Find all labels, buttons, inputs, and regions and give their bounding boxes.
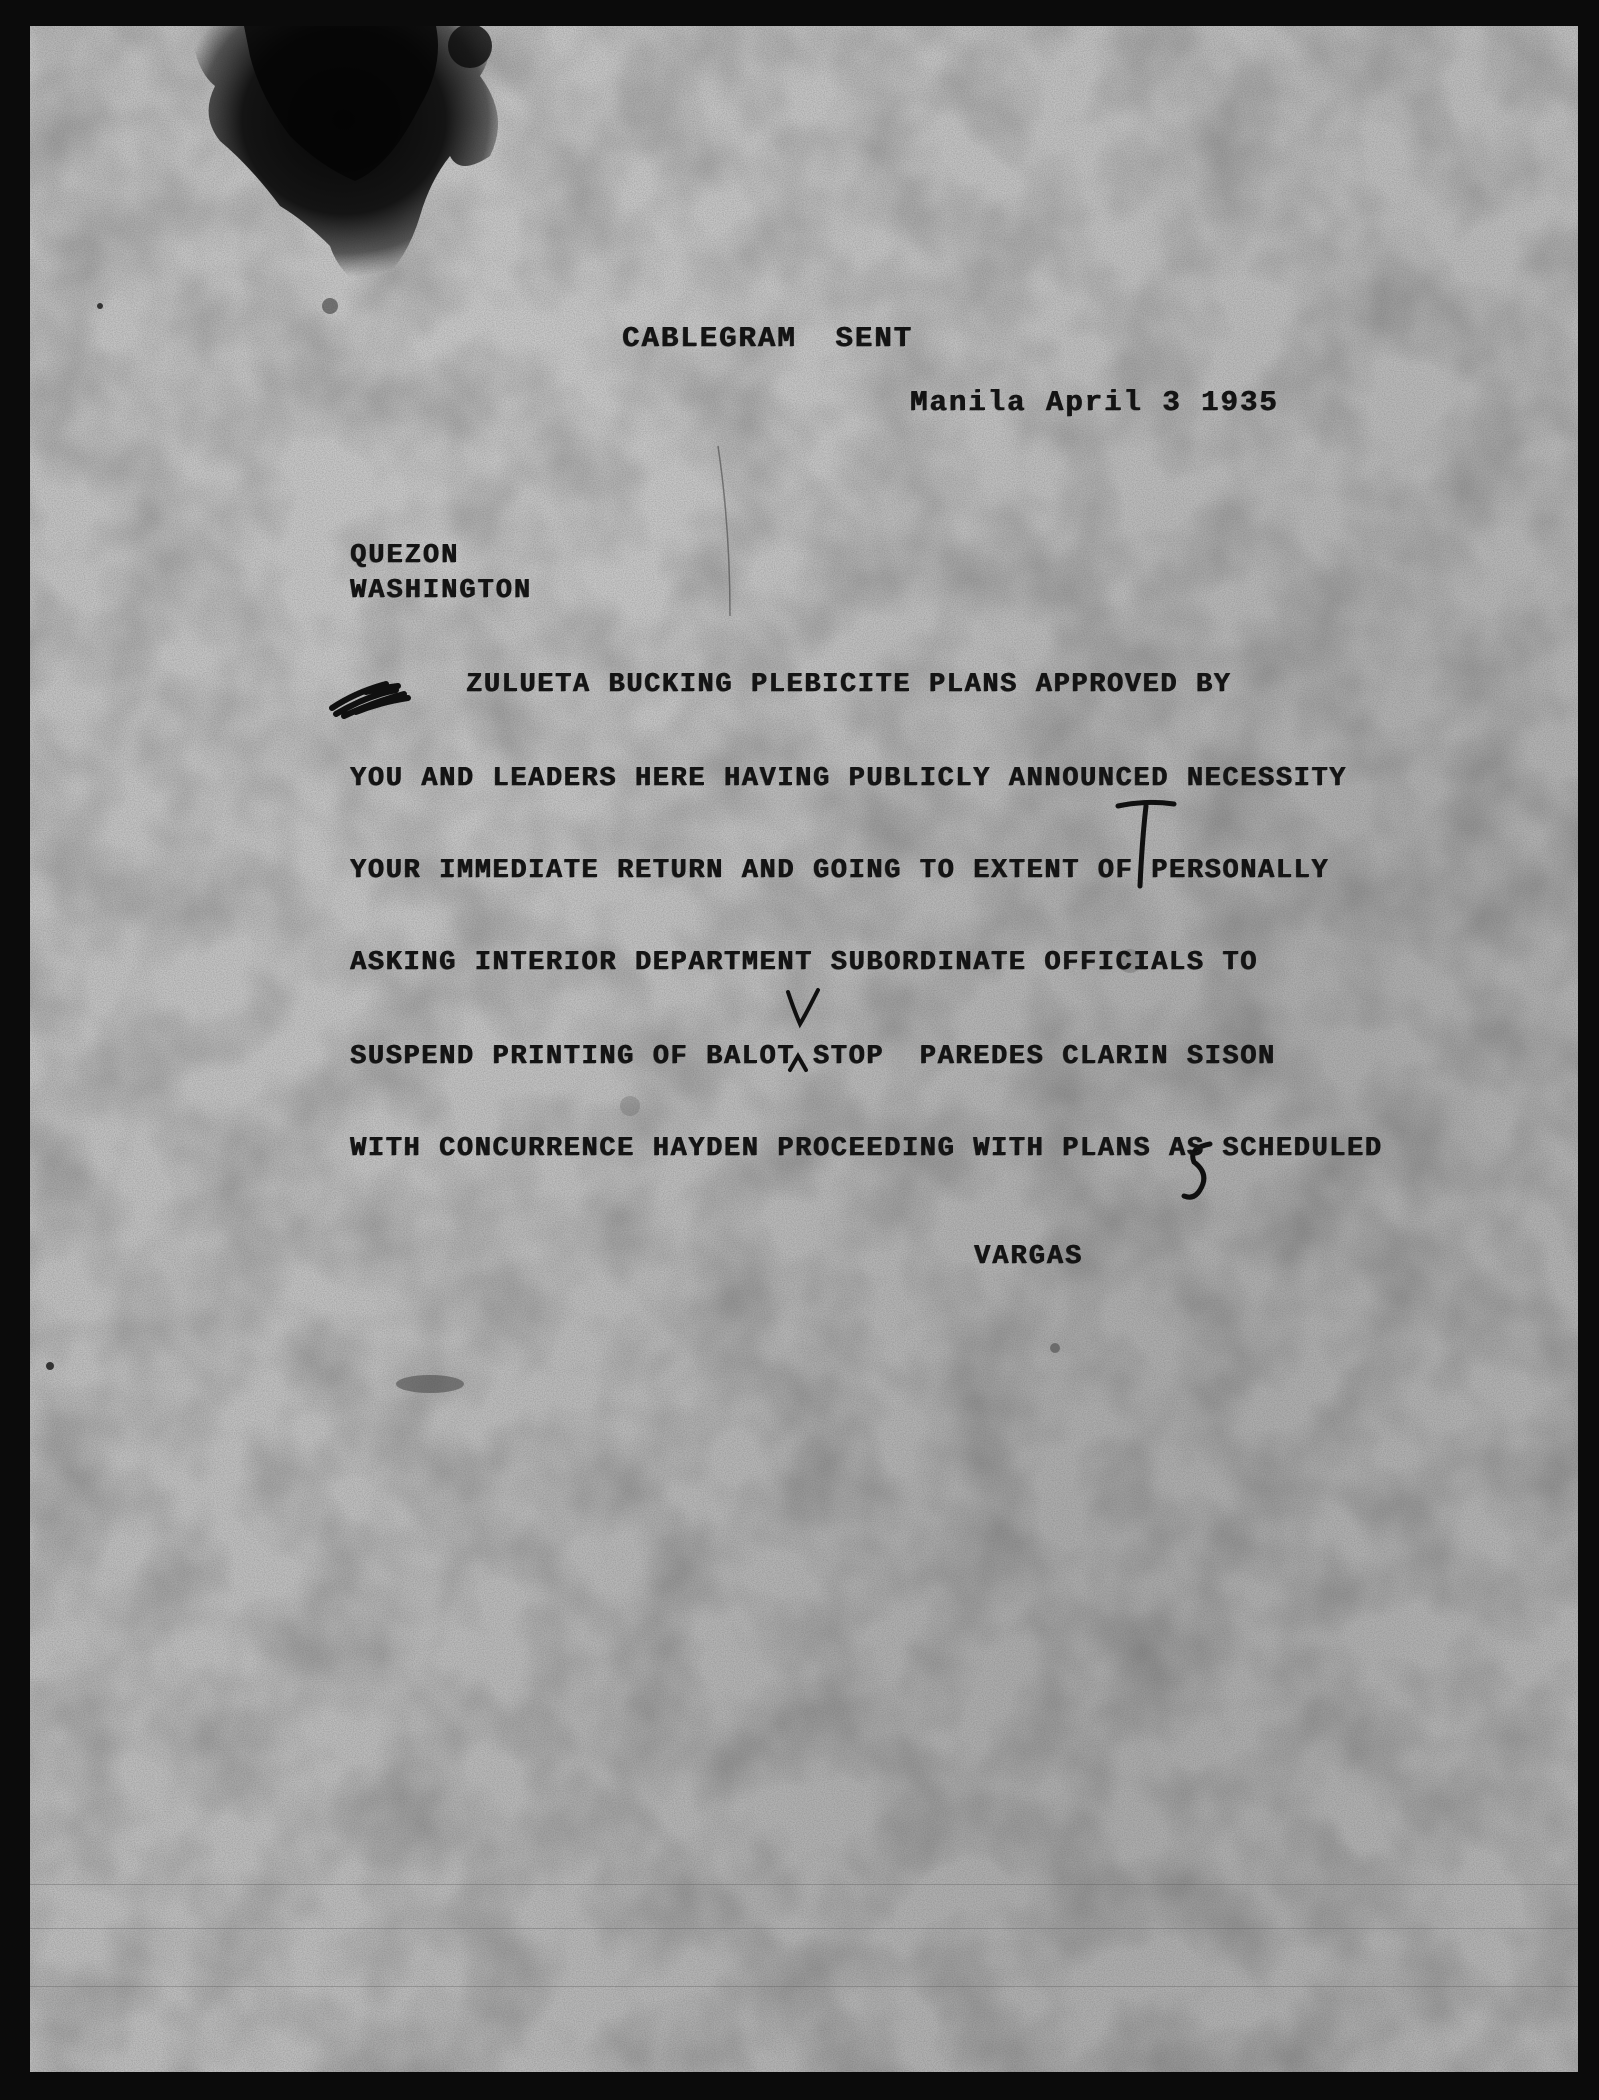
ink-stain (180, 26, 540, 366)
body-line: YOUR IMMEDIATE RETURN AND GOING TO EXTENT OF PERSONALLY (350, 856, 1330, 886)
addressee-name: QUEZON (350, 541, 460, 571)
scribble-mark (326, 672, 426, 722)
body-line: YOU AND LEADERS HERE HAVING PUBLICLY ANNOUNCED NECESSITY (350, 764, 1347, 794)
faint-ruling (30, 1986, 1578, 1987)
body-line: ASKING INTERIOR DEPARTMENT SUBORDINATE OFFICIALS TO (350, 948, 1258, 978)
faint-ruling (30, 1884, 1578, 1885)
body-line: WITH CONCURRENCE HAYDEN PROCEEDING WITH PLANS AS SCHEDULED (350, 1134, 1383, 1164)
addressee-city: WASHINGTON (350, 576, 533, 606)
document-heading: CABLEGRAM SENT (622, 322, 914, 355)
body-line: SUSPEND PRINTING OF BALOT STOP PAREDES CLARIN SISON (350, 1042, 1276, 1072)
dateline: Manila April 3 1935 (910, 386, 1279, 419)
signature: VARGAS (974, 1242, 1084, 1272)
document-page (30, 26, 1578, 2072)
faint-ruling (30, 1928, 1578, 1929)
body-line: ZULUETA BUCKING PLEBICITE PLANS APPROVED BY (466, 670, 1232, 700)
